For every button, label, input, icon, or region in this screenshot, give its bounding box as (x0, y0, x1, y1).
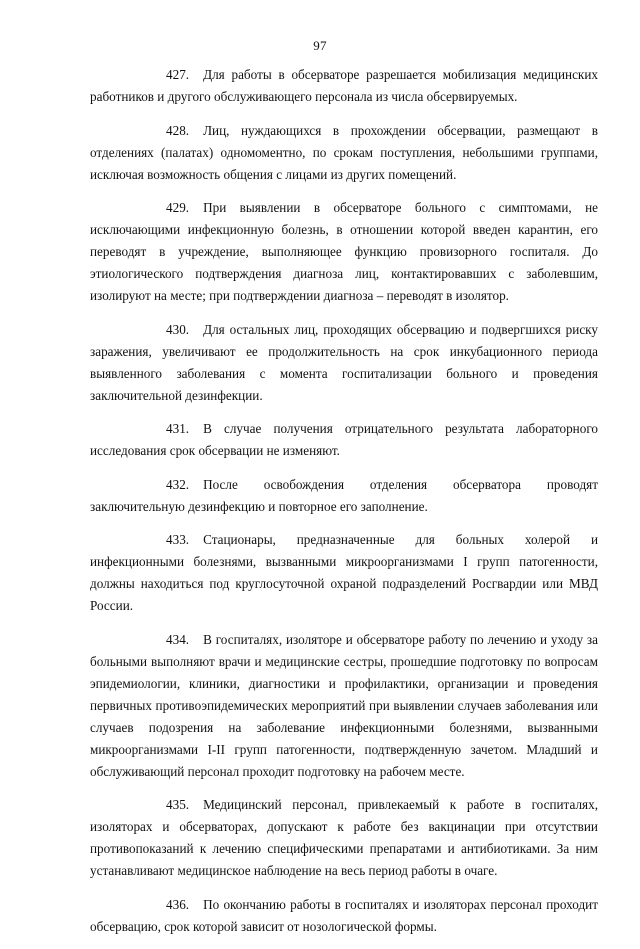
paragraph-434 (90, 629, 598, 783)
paragraph-427 (90, 64, 598, 108)
paragraph-list (90, 64, 598, 949)
paragraph-text: Лиц, нуждающихся в прохождении обсервации, размещают в отделениях (палатах) одномоментно, по срокам поступления, небольшими группами, исключая возможность общения с лицами из других помещений. (90, 122, 598, 182)
paragraph-text: Для работы в обсерваторе разрешается мобилизация медицинских работников и другого обслуживающего персонала из числа обсервируемых. (90, 67, 598, 104)
paragraph-number: 427. (166, 67, 190, 82)
paragraph-number: 433. (166, 532, 190, 547)
paragraph-text: Для остальных лиц, проходящих обсервацию и подвергшихся риску заражения, увеличивают ее продолжительность на срок инкубационного периода выявленного заболевания с момента госпитализации больного и проведения заключительной дезинфекции. (90, 321, 598, 403)
paragraph-number: 436. (166, 896, 190, 912)
paragraph-number: 432. (166, 476, 190, 492)
paragraph-number: 430. (166, 321, 190, 337)
paragraph-number: 434. (166, 631, 190, 647)
paragraph-430 (90, 319, 598, 407)
paragraph-432 (90, 474, 598, 518)
paragraph-number: 428. (166, 122, 190, 138)
paragraph-number: 435. (166, 797, 190, 812)
paragraph-text: После освобождения отделения обсерватора проводят заключительную дезинфекцию и повторное его заполнение. (90, 476, 598, 514)
paragraph-436 (90, 894, 598, 938)
paragraph-text: По окончанию работы в госпиталях и изоляторах персонал проходит обсервацию, срок которой зависит от нозологической формы. (90, 896, 598, 934)
paragraph-429 (90, 197, 598, 307)
page-number: 97 (313, 38, 327, 53)
paragraph-428 (90, 120, 598, 186)
paragraph-text: Медицинский персонал, привлекаемый к работе в госпиталях, изоляторах и обсерваторах, допускают к работе без вакцинации при отсутствии противопоказаний к лечению специфическими препаратами и антибиотиками. За ним устанавливают медицинское наблюдение на весь период работы в очаге. (90, 797, 598, 878)
paragraph-text: Стационары, предназначенные для больных холерой и инфекционными болезнями, вызванными микроорганизмами I групп патогенности, должны находиться под круглосуточной охраной подразделений Росгвардии или МВД России. (90, 532, 598, 613)
paragraph-435 (90, 794, 598, 882)
paragraph-text: В случае получения отрицательного результата лабораторного исследования срок обсервации не изменяют. (90, 421, 598, 458)
paragraph-number: 429. (166, 200, 190, 215)
paragraph-431 (90, 418, 598, 462)
paragraph-number: 431. (166, 421, 190, 436)
paragraph-433 (90, 529, 598, 617)
paragraph-text: При выявлении в обсерваторе больного с симптомами, не исключающими инфекционную болезнь, в отношении которой введен карантин, его переводят в учреждение, выполняющее функцию провизорного госпиталя. До этиологического подтверждения диагноза лиц, контактировавших с заболевшим, изолируют на месте; при подтверждении диагноза – переводят в изолятор. (90, 200, 598, 303)
paragraph-text: В госпиталях, изоляторе и обсерваторе работу по лечению и уходу за больными выполняют врачи и медицинские сестры, прошедшие подготовку по вопросам эпидемиологии, клиники, диагностики и профилактики, организации и проведения первичных противоэпидемических мероприятий при выявлении случаев заболевания или случаев подозрения на заболевание инфекционными болезнями, вызванными микроорганизмами I-II групп патогенности, подтвержденную зачетом. Младший и обслуживающий персонал проходит подготовку на рабочем месте. (90, 631, 598, 779)
